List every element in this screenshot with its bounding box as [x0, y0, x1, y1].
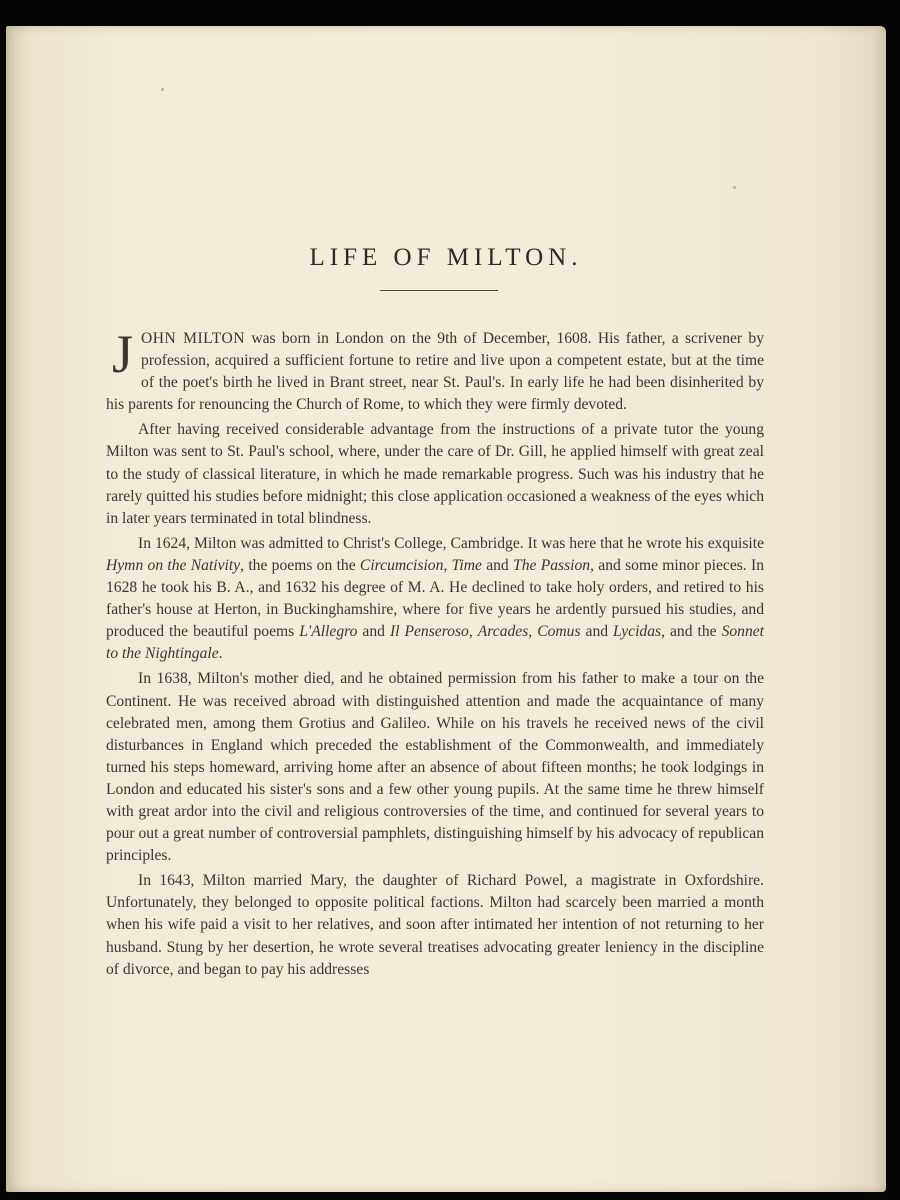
paragraph-text: In 1624, Milton was admitted to Christ's College, Cambridge. It was here that he wrote his exquisite: [138, 534, 764, 552]
paper-fleck: [161, 88, 164, 91]
paragraph-text: After having received considerable advantage from the instructions of a private tutor the young Milton was sent to St. Paul's school, where, under the care of Dr. Gill, he applied himself with great zeal to the study of classical literature, in which he made remarkable progress. Such was his industry that he rarely quitted his studies before midnight; this close application occasioned a weakness of the eyes which in later years terminated in total blindness.: [106, 421, 764, 527]
paragraph-text: and: [580, 623, 614, 641]
paragraph-text: , and some minor pieces. In 1628 he took his B. A., and 1632 his degree of M. A. He declined to take holy orders, and retired to his father's house at Herton, in Buckinghamshire, where for five years he ardently pursued his studies, and produced the beautiful poems: [106, 556, 764, 641]
paragraph-text: In 1638, Milton's mother died, and he obtained permission from his father to make a tour on the Continent. He was received abroad with distinguished attention and made the acquaintance of many celebrated men, among them Grotius and Galileo. While on his travels he received news of the civil disturbances in England which preceded the establishment of the Commonwealth, and immediately turned his steps homeward, arriving home after an absence of about fifteen months; he took lodgings in London and educated his sister's sons and a few other young pupils. At the same time he threw himself with great ardor into the civil and religious controversies of the time, and continued for several years to pour out a great number of controversial pamphlets, distinguishing himself by his advocacy of republican principles.: [106, 670, 764, 865]
work-title: Comus: [537, 623, 581, 641]
work-title: Il Penseroso: [389, 623, 469, 641]
work-title: Sonnet to the Nightingale: [106, 623, 765, 663]
paragraph-text: ,: [443, 556, 452, 574]
paragraph-text: , the poems on the: [240, 556, 360, 574]
title-rule: [380, 290, 498, 291]
paragraph-text: In 1643, Milton married Mary, the daughter of Richard Powel, a magistrate in Oxfordshire. Unfortunately, they belonged to opposite political factions. Milton had scarcely been married a month when his wife paid a visit to her relatives, and soon after intimated her intention of not returning to her husband. Stung by her desertion, he wrote several treatises advocating greater leniency in the discipline of divorce, and began to pay his addresses: [106, 872, 764, 978]
book-page: [6, 26, 886, 1192]
page-title: LIFE OF MILTON.: [309, 244, 583, 271]
paragraph: [106, 533, 764, 666]
paragraph-text: was born in London on the 9th of December, 1608. His father, a scrivener by profession, acquired a sufficient fortune to retire and live upon a competent estate, but at the time of the poet's birth he lived in Brant street, near St. Paul's. In early life he had been disinherited by his parents for renouncing the Church of Rome, to which they were firmly devoted.: [106, 330, 764, 414]
paragraph: [106, 419, 764, 529]
page-body: [106, 324, 765, 984]
paragraph: [106, 324, 764, 416]
paragraph: [106, 668, 764, 867]
paragraph-text: and: [357, 623, 390, 641]
work-title: L'Allegro: [299, 623, 358, 641]
work-title: The Passion: [513, 556, 591, 574]
paragraph-text: , and the: [661, 623, 722, 641]
work-title: Arcades: [477, 623, 529, 641]
paragraph: [106, 870, 764, 980]
lead-name: OHN MILTON: [141, 330, 246, 347]
work-title: Hymn on the Nativity: [106, 556, 241, 574]
paragraph-text: and: [481, 556, 514, 574]
work-title: Lycidas: [613, 623, 662, 641]
drop-cap: J: [112, 324, 134, 384]
paragraph-text: ,: [468, 623, 478, 641]
paragraph-text: ,: [528, 623, 538, 641]
paragraph-text: .: [218, 645, 223, 663]
work-title: Time: [451, 556, 482, 574]
work-title: Circumcision: [359, 556, 444, 574]
paper-fleck: [733, 186, 736, 189]
